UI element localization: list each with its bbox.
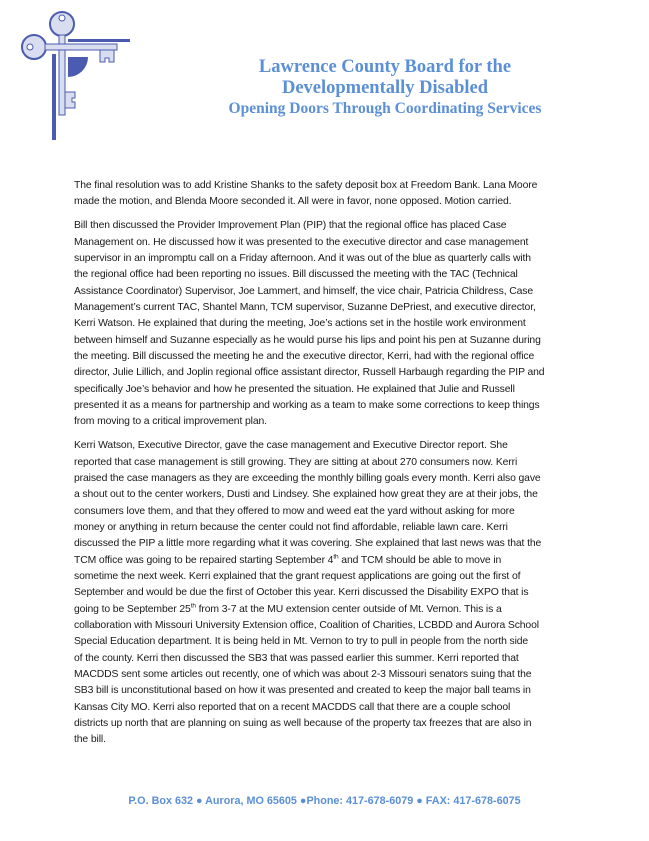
text-line: reported that case management is still growing. They are sitting at about 270 consumers now. Kerri bbox=[74, 456, 518, 468]
text-line: Management on. He discussed how it was presented to the executive director and case management bbox=[74, 236, 529, 248]
text-line: Kerri Watson, Executive Director, gave the case management and Executive Director report. She bbox=[74, 440, 508, 452]
text-line: September and would be due the first of October this year. Kerri discussed the Disability EXPO that is bbox=[74, 587, 529, 599]
text-line: presented it as a means for partnership and working as a team to make some corrections to keep things bbox=[74, 399, 540, 411]
text-line bbox=[74, 553, 580, 569]
org-title-line2: Developmentally Disabled bbox=[281, 78, 489, 98]
text-line: between himself and Suzanne especially as he would purse his lips and point his pen at Suzanne during bbox=[74, 334, 541, 346]
text-line: Kerri Watson. He explained that during the meeting, Joe’s actions set in the hostile work environment bbox=[74, 318, 526, 330]
text-line: money or anything in return because the center could not find affordable, reliable lawn care. Kerri bbox=[74, 521, 508, 533]
text-line: the meeting. Bill discussed the meeting he and the executive director, Kerri, had with the regional office bbox=[74, 350, 535, 362]
text-line: SB3 bill is unconstitutional based on how it was presented and created to keep the major ball teams in bbox=[74, 685, 531, 697]
ordinal-suffix: th bbox=[190, 602, 196, 610]
text-segment: going to be September 25 bbox=[74, 603, 191, 615]
text-line: Assistance Coordinator) Supervisor, Joe Lammert, and himself, the vice chair, Patricia Childress, Case bbox=[74, 285, 534, 297]
text-line: the regional office had been reporting no issues. Bill discussed the meeting with the TAC (Technical bbox=[74, 269, 518, 281]
text-line: discussed the PIP a little more regarding what it was covering. She explained that last news was that the bbox=[74, 538, 542, 550]
text-segment: TCM office was going to be repaired starting September 4 bbox=[74, 554, 334, 566]
text-line: from moving to a critical improvement plan. bbox=[74, 416, 267, 428]
footer-contact: P.O. Box 632 ● Aurora, MO 65605 ●Phone: 417-678-6079 ● FAX: 417-678-6075 bbox=[128, 795, 521, 807]
text-line: Bill then discussed the Provider Improvement Plan (PIP) that the regional office has placed Case bbox=[74, 220, 507, 232]
text-line: sometime the next week. Kerri explained that the grant request applications are going out the first of bbox=[74, 570, 521, 582]
keys-door-logo-icon bbox=[20, 10, 130, 140]
text-line: The final resolution was to add Kristine Shanks to the safety deposit box at Freedom Bank. Lana Moore bbox=[74, 180, 538, 191]
text-line: districts up north that are planning on suing as well because of the property tax freezes that are also in bbox=[74, 718, 532, 729]
org-tagline: Opening Doors Through Coordinating Services bbox=[228, 100, 542, 117]
text-line: made the motion, and Blenda Moore seconded it. All were in favor, none opposed. Motion carried. bbox=[74, 196, 512, 208]
paragraph-pip-discussion bbox=[74, 218, 580, 430]
text-line: supervisor in an impromptu call on a Friday afternoon. And it was out of the blue as quarterly calls with bbox=[74, 252, 531, 264]
text-line: director, Julie Lillich, and Joplin regional office assistant director, Russell Harbaugh regarding the PIP and bbox=[74, 367, 545, 379]
text-line: consumers love them, and that they offered to mow and weed eat the yard without asking for more bbox=[74, 505, 515, 517]
text-line: the bill. bbox=[74, 734, 106, 746]
paragraph-executive-director-report bbox=[74, 438, 580, 749]
text-segment: from 3-7 at the MU extension center outside of Mt. Vernon. This is a bbox=[195, 603, 502, 615]
text-line: Special Education department. It is being held in Mt. Vernon to try to pull in people from the north side bbox=[74, 636, 529, 648]
text-line bbox=[74, 602, 580, 618]
paragraph-resolution bbox=[74, 178, 580, 211]
text-segment: and TCM should be able to move in bbox=[338, 554, 502, 566]
letterhead bbox=[150, 57, 620, 119]
ordinal-suffix: th bbox=[333, 553, 339, 561]
text-line: Management’s current TAC, Shantel Mann, TCM supervisor, Suzanne DePriest, and executive director, bbox=[74, 301, 536, 313]
text-line: a shout out to the center workers, Dusti and Lindsey. She explained how great they are at their jobs, the bbox=[74, 489, 538, 501]
text-line: specifically Joe’s behavior and how he presented the situation. He explained that Julie and Russell bbox=[74, 383, 515, 395]
document-body bbox=[74, 178, 580, 756]
text-line: MACDDS sent some articles out recently, one of which was about 2-3 Missouri senators suing that the bbox=[74, 668, 532, 680]
text-line: of the county. Kerri then discussed the SB3 that was passed earlier this summer. Kerri reported that bbox=[74, 652, 519, 664]
text-line: Kansas City MO. Kerri also reported that on a recent MACDDS call that there are a couple school bbox=[74, 701, 511, 713]
org-title-line1: Lawrence County Board for the bbox=[258, 57, 512, 77]
text-line: collaboration with Missouri University Extension office, Coalition of Charities, LCBDD and Aurora School bbox=[74, 619, 539, 631]
text-line: praised the case managers as they are exceeding the monthly billing goals every month. Kerri also gave bbox=[74, 472, 541, 484]
